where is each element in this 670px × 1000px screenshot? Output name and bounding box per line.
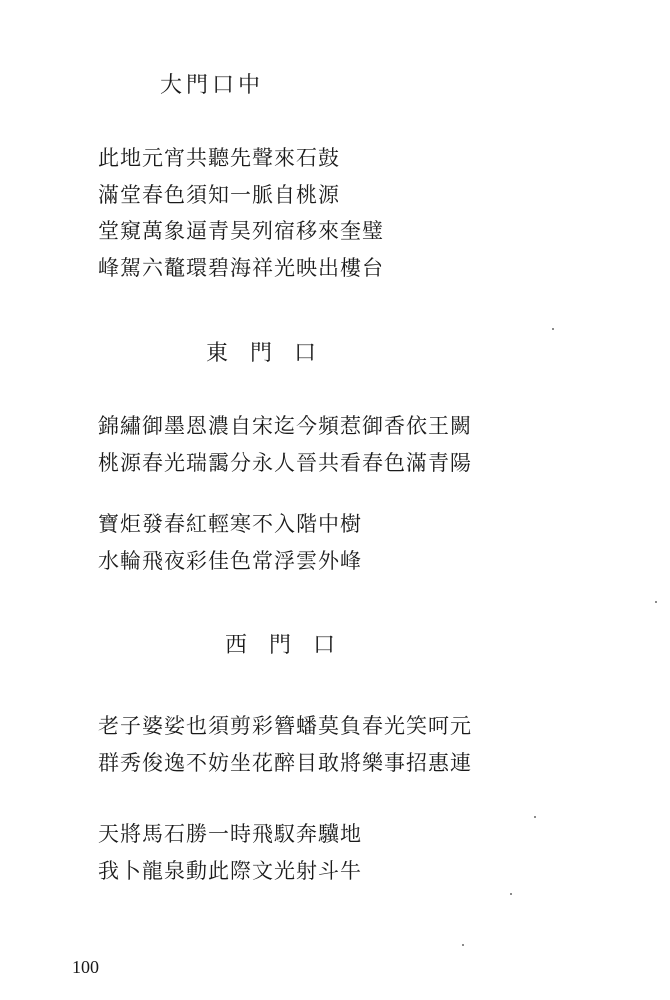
verse-line: 此地元宵共聽先聲來石鼓 xyxy=(98,146,340,170)
section-heading-main-gate: 大門口中 xyxy=(160,73,265,98)
verse-line: 桃源春光瑞靄分永人晉共看春色滿青陽 xyxy=(98,451,472,475)
verse-line: 老子婆娑也須剪彩簪蟠莫負春光笑呵元 xyxy=(98,714,472,738)
scan-speck xyxy=(655,601,657,603)
verse-line: 寶炬發春紅輕寒不入階中樹 xyxy=(98,512,362,536)
scan-speck xyxy=(510,893,512,895)
scan-speck xyxy=(462,944,464,946)
section-heading-west-gate: 西門口 xyxy=(225,633,358,658)
page-number: 100 xyxy=(72,957,99,977)
verse-line: 堂窺萬象逼青昊列宿移來奎璧 xyxy=(98,219,384,243)
verse-line: 群秀俊逸不妨坐花醉目敢將樂事招惠連 xyxy=(98,751,472,775)
verse-line: 錦繡御墨恩濃自宋迄今頻惹御香依王闕 xyxy=(98,414,472,438)
verse-line: 滿堂春色須知一脈自桃源 xyxy=(98,183,340,207)
verse-line: 天將馬石勝一時飛馭奔驥地 xyxy=(98,822,362,846)
verse-line: 水輪飛夜彩佳色常浮雲外峰 xyxy=(98,549,362,573)
verse-line: 峰駕六鼇環碧海祥光映出樓台 xyxy=(98,256,384,280)
verse-line: 我卜龍泉動此際文光射斗牛 xyxy=(98,859,362,883)
scan-speck xyxy=(552,328,554,330)
section-heading-east-gate: 東門口 xyxy=(206,341,339,366)
scan-speck xyxy=(534,816,536,818)
